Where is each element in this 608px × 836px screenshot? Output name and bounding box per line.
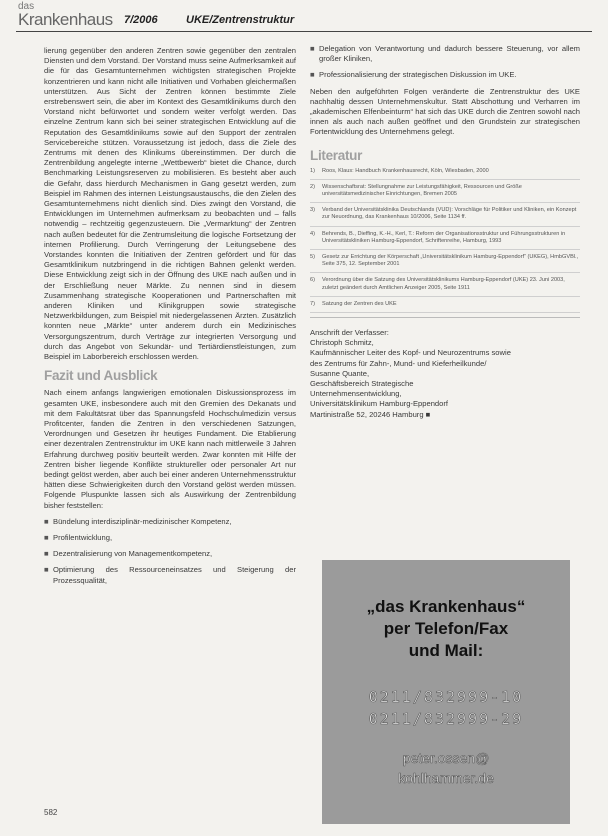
- issue-number: 7/2006: [124, 14, 158, 26]
- bullet-list: [44, 517, 296, 586]
- author-role: Unternehmensentwicklung,: [310, 389, 402, 399]
- bullet-text: Profilentwicklung,: [53, 532, 113, 542]
- reference-item: 3) Verband der Universitätsklinika Deutschlands (VUD): Vorschläge für Politiker und Kliniken, ein Konzept zur Neuordnung, das Krankenhaus 10/2006, Seite 1134 ff.: [310, 207, 580, 226]
- bullet-text: Bündelung interdisziplinär-medizinischer Kompetenz,: [53, 516, 232, 526]
- bullet-item: [44, 565, 296, 585]
- author-role: des Zentrums für Zahn-, Mund- und Kieferheilkunde/: [310, 358, 487, 368]
- body-paragraph: Neben den aufgeführten Folgen veränderte die Zentrenstruktur des UKE nachhaltig dessen Unternehmenskultur. Statt Abschottung und Verharren im „akademischen Elfenbeinturm“ hat sich das UKE durch die Zentren sowohl nach innen als auch nach außen geöffnet und den Grundstein zur strategischen Fortentwicklung des Unternehmens gelegt.: [310, 86, 580, 137]
- advert-title: „das Krankenhaus“ per Telefon/Fax und Mail:: [366, 597, 526, 660]
- page-number: 582: [44, 808, 58, 817]
- bullet-icon: ■: [44, 532, 49, 542]
- advert-phone: 0211/832999-10: [368, 688, 524, 706]
- bullet-item: [310, 70, 580, 80]
- author-institution: Universitätsklinikum Hamburg-Eppendorf: [310, 399, 449, 409]
- bullet-item: [310, 44, 580, 64]
- reference-item: 7) Satzung der Zentren des UKE: [310, 301, 580, 313]
- body-paragraph: lierung gegenüber den anderen Zentren sowie gegenüber den zentralen Diensten und dem Vorstand. Der Vorstand muss seine Aufmerksamkeit auf die für das Gesamtunternehmen wichtigsten strategischen Projekte konzentrieren und kann nicht alle Initiativen und Vorhaben gleichermaßen unterstützen. Aus Sicht der Zentren können bestimmte Ziele erstrebenswert sein, die aber im Kontext des Gesamtklinikums durch den Vorstand nicht befürwortet und sondern weiter verfolgt werden. Das einzelne Zentrum kann sich bei seiner strategischen Entwicklung auf die Reputation des Gesamtklinikums sowie auf den Support der zentralen Servicebereiche stützen. Voraussetzung ist jedoch, dass die Ziele des Zentrums mit denen des Klinikums übereinstimmen. Der durch die Zentrenbildung angelegte interne „Wettbewerb“ bietet die Chance, durch Benchmarking Leistungsreserven zu mobilisieren. Es besteht aber auch die Gefahr, dass hierdurch Mechanismen in Gang gesetzt werden, zum Beispiel im Rahmen des internen Leistungsaustauschs, die den Zielen des Gesamtunternehmens nicht dienlich sind. Dies zwingt den Vorstand, die Entwicklungen im Unternehmen aufmerksam zu beobachten und – falls notwendig – rechtzeitig gegenzusteuern. Die „Vermarktung“ der Zentren nach außen bedeutet für die Zentrumsleitung die logische Fortsetzung der internen Profilierung. Durch Verringerung der Leitungsebene des Vorstandes konnten die Initiativen der Zentren gefördert und für das Gesamtklinikum nutzbringend in die richtigen Bahnen gelenkt werden. Diese Entwicklung zeigt sich in der Öffnung des UKE nach außen und in der Erschließung neuer Märkte. Zu nennen sind in diesem Zusammenhang strategische Kooperationen und Partnerschaften mit anderen Kliniken und Klinikgruppen sowie strategische Netzwerkbildungen, zum Beispiel mit niedergelassenen Ärzten. Zusätzlich konnten neue „Märkte“ unter anderem durch ein Medizinisches Versorgungszentrum, durch Verträge zur integrierten Versorgung und durch das Angebot von Sekundär- und Tertiärdienstleistungen, zum Beispiel im Laborbereich erschlossen werden.: [44, 46, 296, 362]
- section-title: UKE/Zentrenstruktur: [186, 14, 295, 26]
- left-column: [44, 46, 296, 592]
- body-paragraph: Nach einem anfangs langwierigen emotionalen Diskussionsprozess im gesamten UKE, insbesondere auch mit den Gremien des Dekanats und mit dem Fakultätsrat über das Spannungsfeld Hochschulmedizin versus Profitcenter, fanden die Zentren in den verschiedenen Satzungen, Verordnungen und Gesetzen ihr heutiges Fundament. Die Etablierung einer dezentralen Zentrenstruktur im UKE kann nach mittlerweile 3 Jahren Erfahrung durchweg positiv beurteilt werden. Zwar konnten mit Hilfe der Zentren bisher liegende Konflikte struktureller oder personaler Art nur bedingt gelöst werden, aber auch bei einer anderen Unternehmensstruktur hätten diese Schwierigkeiten durch den Vorstand gelöst werden müssen. Folgende Pluspunkte lassen sich als Auswirkung der Zentrenbildung bisher feststellen:: [44, 388, 296, 510]
- bullet-text: Dezentralisierung von Managementkompetenz,: [53, 549, 213, 559]
- reference-item: 5) Gesetz zur Errichtung der Körperschaft „Universitätsklinikum Hamburg-Eppendorf“ (UKEG), HmbGVBl., Seite 375, 12. September 2001: [310, 254, 580, 273]
- end-mark-icon: ■: [425, 409, 431, 419]
- author-role: Kaufmännischer Leiter des Kopf- und Neurozentrums sowie: [310, 348, 511, 358]
- author-street: Martinistraße 52, 20246 Hamburg ■: [310, 409, 431, 419]
- author-address: [310, 317, 580, 420]
- masthead: [16, 2, 596, 38]
- reference-item: 4) Behrends, B., Dieffing, K.-H., Kerl, T.: Reform der Organisationsstruktur und Führungsstrukturen in Universitätskliniken Hamburg-Eppendorf, Schriftenreihe, Hamburg, 1993: [310, 231, 580, 250]
- bullet-item: [44, 533, 296, 543]
- address-heading: Anschrift der Verfasser:: [310, 328, 389, 338]
- bullet-item: [44, 549, 296, 559]
- author-name: Christoph Schmitz,: [310, 338, 374, 348]
- bullet-list: [310, 44, 580, 81]
- bullet-item: [44, 517, 296, 527]
- section-heading-fazit: Fazit und Ausblick: [44, 368, 158, 384]
- bullet-icon: ■: [310, 44, 315, 53]
- contact-advert: [322, 560, 570, 824]
- bullet-icon: ■: [310, 70, 315, 80]
- bullet-text: Optimierung des Ressourceneinsatzes und Steigerung der Prozessqualität,: [53, 565, 296, 585]
- right-column: [310, 44, 580, 420]
- reference-list: [310, 168, 580, 313]
- reference-item: 2) Wissenschaftsrat: Stellungnahme zur Leistungsfähigkeit, Ressourcen und Größe universitätsmedizinischer Einrichtungen, Bremen 2005: [310, 184, 580, 203]
- bullet-text: Delegation von Verantwortung und dadurch bessere Steuerung, vor allem großer Kliniken,: [319, 44, 580, 64]
- bullet-icon: ■: [44, 549, 49, 559]
- bullet-icon: ■: [44, 565, 49, 575]
- author-name: Susanne Quante,: [310, 368, 370, 378]
- header-rule: [16, 31, 592, 32]
- reference-item: 1) Roos, Klaus: Handbuch Krankenhausrecht, Köln, Wiesbaden, 2000: [310, 168, 580, 180]
- author-role: Geschäftsbereich Strategische: [310, 379, 414, 389]
- advert-email-line-2: kohlhammer.de: [398, 770, 494, 786]
- bullet-text: Professionalisierung der strategischen Diskussion im UKE.: [319, 70, 517, 80]
- advert-email-line-1: peter.ossen@: [402, 750, 490, 766]
- advert-fax: 0211/832999-29: [368, 710, 524, 728]
- bullet-icon: ■: [44, 516, 49, 526]
- section-heading-literatur: Literatur: [310, 147, 363, 163]
- literature-section: [310, 148, 580, 313]
- logo-small-text: das: [18, 1, 35, 12]
- logo-main-text: Krankenhaus: [18, 10, 113, 29]
- reference-item: 6) Verordnung über die Satzung des Universitätsklinikums Hamburg-Eppendorf (UKE) 23. Juni 2003, zuletzt geändert durch Amtlichen Anzeiger 2005, Seite 1911: [310, 277, 580, 296]
